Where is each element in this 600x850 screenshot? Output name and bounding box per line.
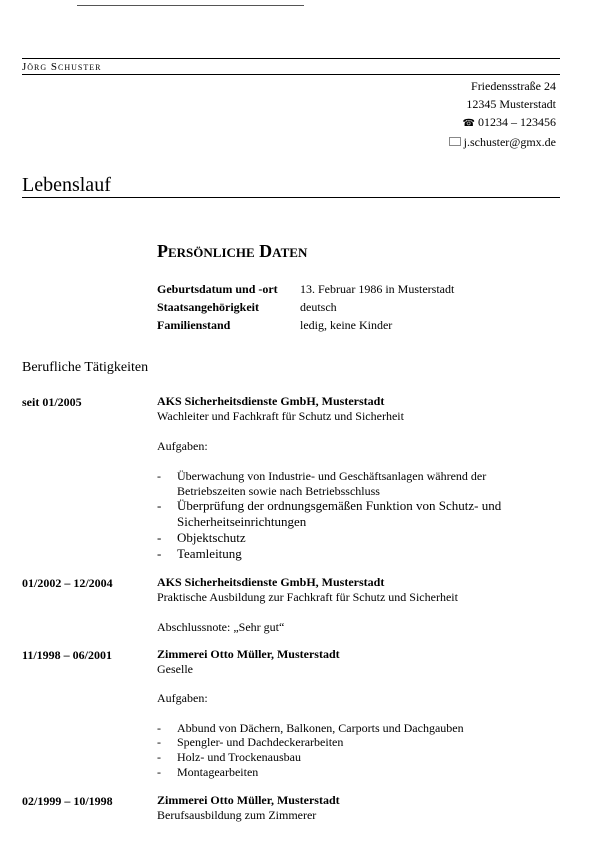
entry-company: Zimmerei Otto Müller, Musterstadt (157, 647, 340, 661)
entry-company: AKS Sicherheitsdienste GmbH, Musterstadt (157, 394, 385, 408)
personal-label: Staatsangehörigkeit (157, 300, 259, 314)
title-rule (22, 197, 560, 198)
entry-date: 02/1999 – 10/1998 (22, 794, 113, 808)
personal-heading: Persönliche Daten (157, 241, 308, 261)
personal-row (157, 318, 392, 333)
street: Friedensstraße 24 (471, 79, 556, 93)
contact-block (449, 77, 556, 151)
personal-label: Familienstand (157, 318, 231, 332)
email-line (449, 133, 556, 151)
header-rule-top (22, 58, 560, 59)
personal-row (157, 300, 337, 315)
personal-row (157, 282, 454, 297)
entry-role: Geselle (157, 662, 193, 676)
tasks-label: Aufgaben: (157, 439, 208, 453)
envelope-icon (449, 137, 461, 146)
header-name: Jörg Schuster (22, 61, 102, 73)
personal-value: 13. Februar 1986 in Musterstadt (300, 282, 455, 296)
entry-role: Berufsausbildung zum Zimmerer (157, 808, 317, 822)
personal-value: ledig, keine Kinder (300, 318, 393, 332)
entry-body (157, 575, 458, 605)
entry-company: Zimmerei Otto Müller, Musterstadt (157, 793, 340, 807)
top-decorative-rule (77, 5, 304, 6)
entry-role: Praktische Ausbildung zur Fachkraft für Schutz und Sicherheit (157, 590, 458, 604)
entry-body (157, 647, 340, 677)
phone-line (449, 113, 556, 133)
personal-value: deutsch (300, 300, 337, 314)
entry-role: Wachleiter und Fachkraft für Schutz und Sicherheit (157, 409, 404, 423)
entry-date: seit 01/2005 (22, 395, 82, 409)
header-rule-bottom (22, 74, 560, 75)
entry-body (157, 793, 340, 823)
career-heading: Berufliche Tätigkeiten (22, 360, 149, 375)
entry-date: 01/2002 – 12/2004 (22, 576, 113, 590)
entry-company: AKS Sicherheitsdienste GmbH, Musterstadt (157, 575, 385, 589)
email: j.schuster@gmx.de (463, 135, 556, 149)
entry-note: Abschlussnote: „Sehr gut“ (157, 620, 285, 634)
tasks-label: Aufgaben: (157, 691, 208, 705)
entry-date: 11/1998 – 06/2001 (22, 648, 113, 662)
phone: 01234 – 123456 (478, 115, 556, 129)
personal-label: Geburtsdatum und -ort (157, 282, 278, 296)
document-title: Lebenslauf (22, 174, 111, 196)
entry-body (157, 394, 404, 424)
phone-icon: ☎ (462, 118, 475, 129)
city: 12345 Musterstadt (466, 97, 556, 111)
